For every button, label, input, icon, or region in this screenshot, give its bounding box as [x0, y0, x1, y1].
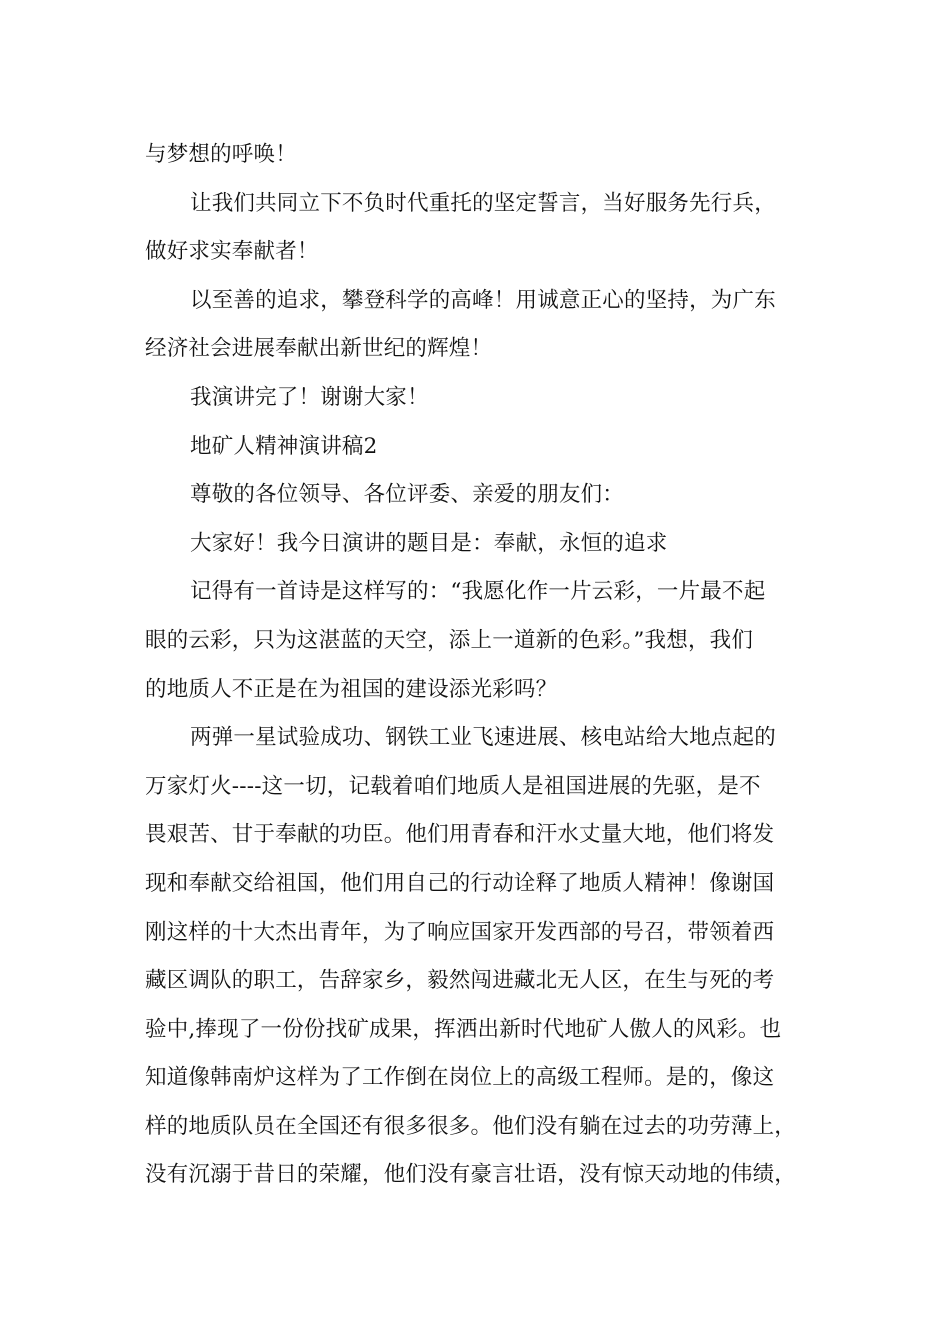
text-line: 与梦想的呼唤！	[145, 142, 297, 167]
text-line: 知道像韩南炉这样为了工作倒在岗位上的高级工程师。是的，像这	[145, 1065, 775, 1091]
text-line: 的地质人不正是在为祖国的建设添光彩吗？	[145, 676, 558, 702]
text-line: 经济社会进展奉献出新世纪的辉煌！	[145, 336, 493, 362]
text-line: 刚这样的十大杰出青年，为了响应国家开发西部的号召，带领着西	[145, 919, 775, 945]
text-line: 我演讲完了！谢谢大家！	[190, 384, 429, 410]
text-line: 眼的云彩，只为这湛蓝的天空，添上一道新的色彩。”我想，我们	[145, 627, 754, 653]
text-line: 让我们共同立下不负时代重托的坚定誓言，当好服务先行兵，	[190, 190, 776, 216]
section-title: 地矿人精神演讲稿2	[190, 433, 378, 459]
text-line: 做好求实奉献者！	[145, 239, 319, 265]
document-body	[145, 131, 835, 1200]
text-line: 藏区调队的职工，告辞家乡，毅然闯进藏北无人区，在生与死的考	[145, 968, 775, 994]
text-line: 大家好！我今日演讲的题目是：奉献，永恒的追求	[190, 530, 668, 556]
text-line: 样的地质队员在全国还有很多很多。他们没有躺在过去的功劳薄上，	[145, 1113, 797, 1139]
text-line: 验中,捧现了一份份找矿成果，挥洒出新时代地矿人傲人的风彩。也	[145, 1016, 782, 1042]
text-line: 两弹一星试验成功、钢铁工业飞速进展、核电站给大地点起的	[190, 725, 776, 751]
text-line: 现和奉献交给祖国，他们用自己的行动诠释了地质人精神！像谢国	[145, 870, 775, 896]
text-line: 万家灯火----这一切，记载着咱们地质人是祖国进展的先驱，是不	[145, 773, 761, 799]
text-line: 没有沉溺于昔日的荣耀，他们没有豪言壮语，没有惊天动地的伟绩，	[145, 1162, 797, 1188]
text-line: 记得有一首诗是这样写的：“我愿化作一片云彩，一片最不起	[190, 579, 766, 605]
text-line: 以至善的追求，攀登科学的高峰！用诚意正心的坚持，为广东	[190, 287, 776, 313]
text-line: 畏艰苦、甘于奉献的功臣。他们用青春和汗水丈量大地，他们将发	[145, 822, 775, 848]
salutation: 尊敬的各位领导、各位评委、亲爱的朋友们：	[190, 482, 625, 508]
